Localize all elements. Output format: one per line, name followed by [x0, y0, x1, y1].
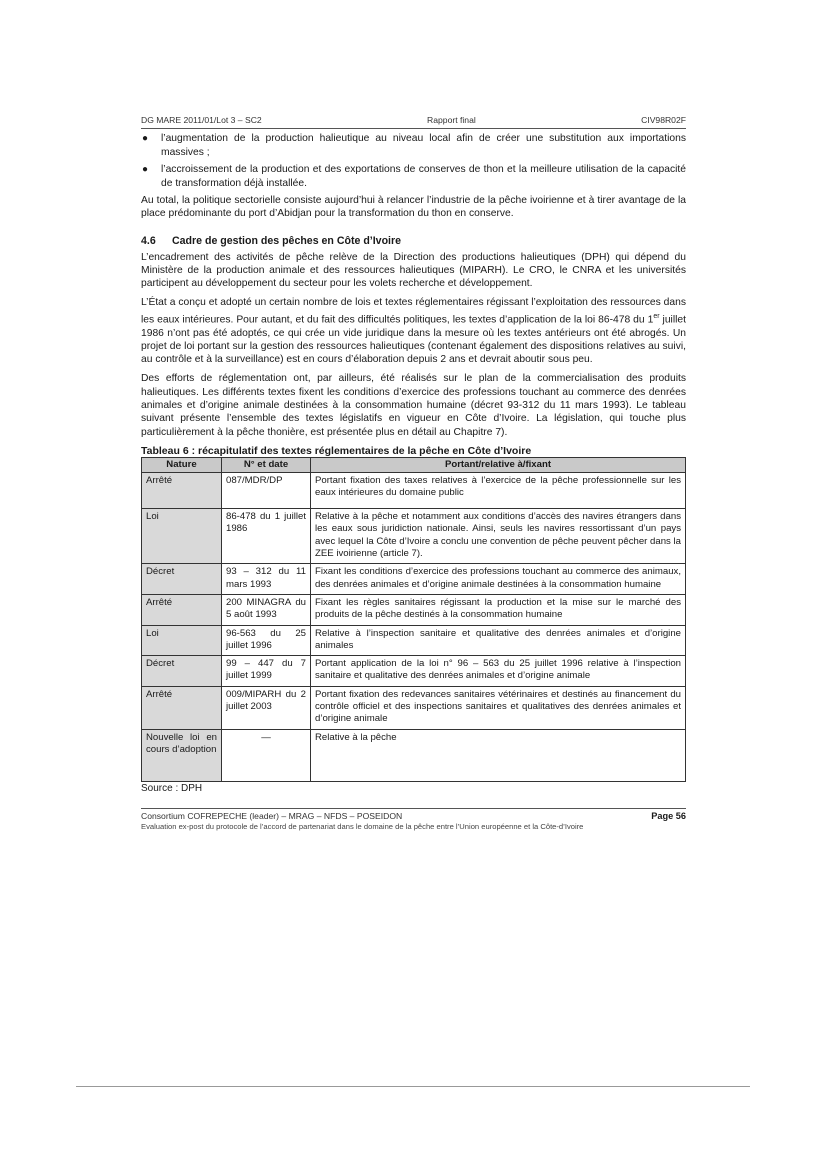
bullet-item: ● l’augmentation de la production halieutique au niveau local afin de créer une substitution aux importations massives ; [142, 133, 686, 158]
cell-nature: Arrêté [142, 473, 222, 509]
cell-number-date: 93 – 312 du 11 mars 1993 [222, 564, 311, 595]
cell-number-date: 087/MDR/DP [222, 473, 311, 509]
cell-description: Portant fixation des redevances sanitaires vétérinaires et destinés au financement du contrôle officiel et des inspections sanitaires et qualitatives des denrées animales et d’origine animale [311, 686, 686, 729]
column-header-nature: Nature [142, 457, 222, 472]
cell-nature: Arrêté [142, 594, 222, 625]
paragraph-total: Au total, la politique sectorielle consiste aujourd’hui à relancer l’industrie de la pêche ivoirienne et à tirer avantage de la place prédominante du port d’Abidjan pour la transformation du thon en conserve. [141, 195, 686, 220]
cell-number-date: 96-563 du 25 juillet 1996 [222, 625, 311, 656]
cell-description: Portant fixation des taxes relatives à l’exercice de la pêche professionnelle sur les eaux intérieures du domaine public [311, 473, 686, 509]
bullet-list [141, 132, 686, 190]
section-number: 4.6 [141, 234, 156, 247]
paragraph-dph: L’encadrement des activités de pêche relève de la Direction des productions halieutiques (DPH) qui dépend du Ministère de la production animale et des ressources halieutiques (MIPARH). Le CRO, le CNRA et les universités participent au développement du secteur pour les volets recherche et développement. [141, 251, 686, 290]
cell-description: Portant application de la loi n° 96 – 563 du 25 juillet 1996 relative à l’inspection sanitaire et qualitative des denrées animales et d’origine animale [311, 656, 686, 687]
document-page [141, 115, 686, 831]
cell-description: Fixant les règles sanitaires régissant la production et la mise sur le marché des produits de la pêche destinés à la consommation humaine [311, 594, 686, 625]
page-header [141, 115, 686, 129]
cell-nature: Décret [142, 656, 222, 687]
cell-number-date: 200 MINAGRA du 5 août 1993 [222, 594, 311, 625]
column-header-description: Portant/relative à/fixant [311, 457, 686, 472]
table-caption: Tableau 6 : récapitulatif des textes réglementaires de la pêche en Côte d’Ivoire [141, 444, 532, 457]
cell-number-date: — [222, 729, 311, 781]
section-heading [141, 235, 686, 247]
cell-nature: Nouvelle loi en cours d’adoption [142, 729, 222, 781]
page-footer [141, 808, 686, 831]
cell-nature: Arrêté [142, 686, 222, 729]
cell-nature: Loi [142, 625, 222, 656]
page-bottom-divider [76, 1086, 750, 1087]
table-row [142, 686, 686, 729]
page-number: Page 56 [651, 810, 686, 821]
cell-description: Fixant les conditions d’exercice des professions touchant au commerce des animaux, des denrées animales et d’origine animale destinées à la consommation humaine [311, 564, 686, 595]
bullet-icon: ● [142, 164, 149, 175]
cell-number-date: 009/MIPARH du 2 juillet 2003 [222, 686, 311, 729]
cell-nature: Loi [142, 509, 222, 564]
cell-nature: Décret [142, 564, 222, 595]
cell-description: Relative à la pêche et notamment aux conditions d’accès des navires étrangers dans les eaux sous juridiction nationale. Ainsi, seuls les navires ressortissant d’un pays avec lequel la Côte d’Ivoire a conclu une convention de pêche peuvent pêcher dans la ZEE ivoirienne (article 7). [311, 509, 686, 564]
bullet-icon: ● [142, 133, 149, 144]
header-center: Rapport final [427, 115, 476, 125]
cell-description: Relative à l’inspection sanitaire et qualitative des denrées animales et d’origine animales [311, 625, 686, 656]
cell-number-date: 99 – 447 du 7 juillet 1999 [222, 656, 311, 687]
table-row [142, 656, 686, 687]
table-row [142, 473, 686, 509]
section-title: Cadre de gestion des pêches en Côte d’Ivoire [172, 234, 402, 247]
column-header-number-date: N° et date [222, 457, 311, 472]
footer-subtitle: Evaluation ex-post du protocole de l’accord de partenariat dans le domaine de la pêche entre l’Union européenne et la Côte-d’Ivoire [141, 821, 584, 831]
table-row [142, 509, 686, 564]
table-row [142, 594, 686, 625]
header-left: DG MARE 2011/01/Lot 3 – SC2 [141, 115, 262, 125]
cell-description: Relative à la pêche [311, 729, 686, 781]
table-row [142, 625, 686, 656]
paragraph-regulation: Des efforts de réglementation ont, par ailleurs, été réalisés sur le plan de la commercialisation des produits halieutiques. Les différents textes fixent les conditions d’exercice des professions touchant au commerce des denrées animales et d’origine animale destinées à la consommation humaine (décret 93-312 du 11 mars 1993). Le tableau suivant présente l’ensemble des textes législatifs en vigueur en Côte d’Ivoire. La législation, qui touche plus particulièrement à la pêche thonière, est présentée plus en détail au Chapitre 7). [141, 373, 686, 438]
cell-number-date: 86-478 du 1 juillet 1986 [222, 509, 311, 564]
table-row [142, 729, 686, 781]
table-row [142, 564, 686, 595]
regulations-table [141, 457, 686, 782]
table-header-row [142, 457, 686, 472]
footer-consortium: Consortium COFREPECHE (leader) – MRAG – NFDS – POSEIDON [141, 810, 403, 821]
header-right: CIV98R02F [641, 115, 686, 125]
table-source: Source : DPH [141, 782, 203, 794]
paragraph-laws: L’État a conçu et adopté un certain nombre de lois et textes réglementaires régissant l’exploitation des ressources dans les eaux intérieures. Pour autant, et du fait des difficultés politiques, les textes d’application de la loi 86-478 du 1er juillet 1986 n’ont pas été adoptés, ce qui crée un vide juridique dans la mesure où les textes antérieurs ont été abrogés. Un projet de loi portant sur la gestion des ressources halieutiques (contenant également des dispositions relatives au suivi, au contrôle et à la surveillance) est en cours d’élaboration depuis 2 ans et devrait aboutir sous peu. [141, 297, 686, 366]
bullet-item: ● l’accroissement de la production et des exportations de conserves de thon et la meilleure utilisation de la capacité de transformation déjà installée. [142, 164, 686, 189]
